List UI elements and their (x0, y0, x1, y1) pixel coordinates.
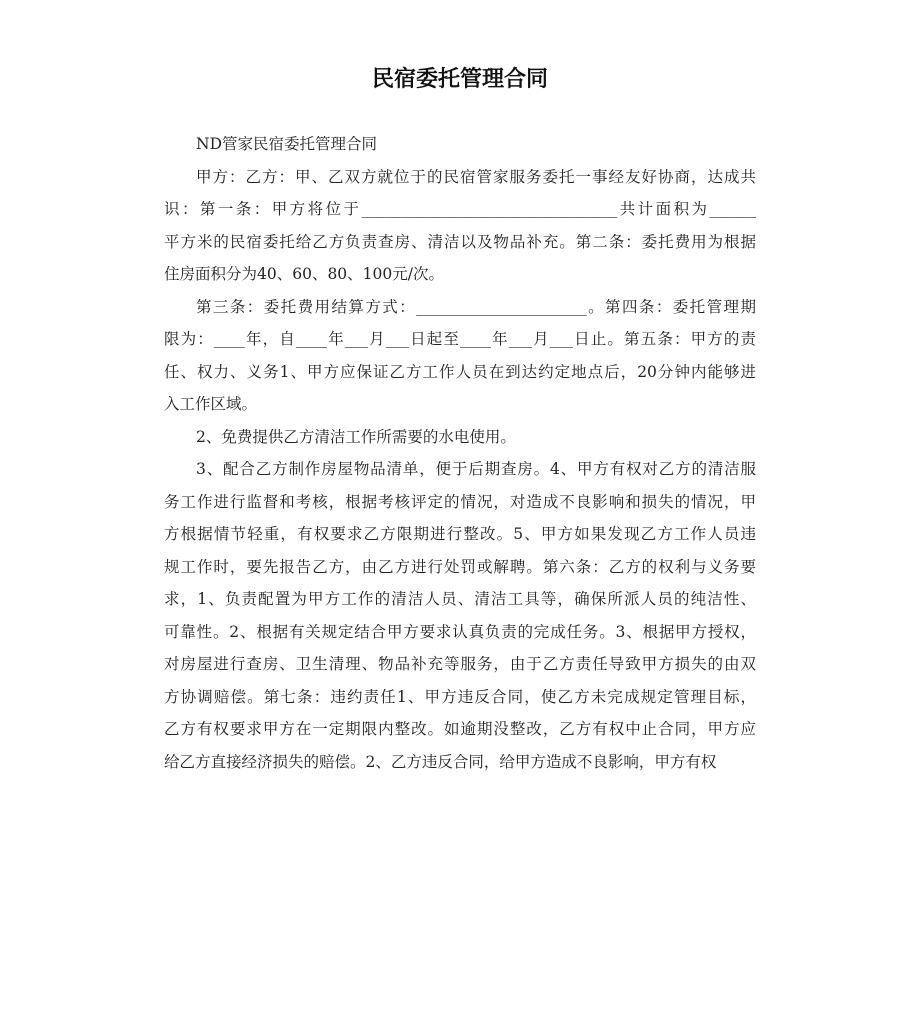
text-line: 乙方有权要求甲方在一定期限内整改。如逾期没整改，乙方有权中止合同，甲方应 (164, 720, 756, 738)
text-line: 2、免费提供乙方清洁工作所需要的水电使用。 (196, 427, 516, 446)
text-line: 任、权力、义务1、甲方应保证乙方工作人员在到达约定地点后，20分钟内能够进 (164, 362, 756, 381)
text-line: 识：第一条：甲方将位于_________________________________共计面积为______ (164, 200, 756, 218)
text-line: 给乙方直接经济损失的赔偿。2、乙方违反合同，给甲方造成不良影响，甲方有权 (164, 752, 717, 771)
document-body (164, 128, 756, 778)
text-line: 第三条：委托费用结算方式：______________________。第四条：委托管理期 (196, 297, 756, 316)
text-line: 入工作区域。 (164, 395, 258, 413)
text-line: 务工作进行监督和考核，根据考核评定的情况，对造成不良影响和损失的情况，甲 (164, 492, 756, 511)
text-line: 甲方：乙方：甲、乙双方就位于的民宿管家服务委托一事经友好协商，达成共 (196, 167, 756, 186)
paragraph-intro (164, 128, 756, 161)
text-line: 限为：____年，自____年___月___日起至____年___月___日止。第五条：甲方的责 (164, 330, 756, 348)
text-line: 对房屋进行查房、卫生清理、物品补充等服务，由于乙方责任导致甲方损失的由双 (164, 655, 756, 673)
text-line: 3、配合乙方制作房屋物品清单，便于后期查房。4、甲方有权对乙方的清洁服 (196, 460, 756, 478)
paragraph-clause-1-2 (164, 161, 756, 291)
paragraph-clause-3-5 (164, 291, 756, 421)
text-line: 方根据情节轻重，有权要求乙方限期进行整改。5、甲方如果发现乙方工作人员违 (164, 525, 756, 543)
text-line: 规工作时，要先报告乙方，由乙方进行处罚或解聘。第六条：乙方的权利与义务要 (164, 557, 756, 576)
text-line: 平方米的民宿委托给乙方负责查房、清洁以及物品补充。第二条：委托费用为根据 (164, 232, 756, 251)
text-line: 求，1、负责配置为甲方工作的清洁人员、清洁工具等，确保所派人员的纯洁性、 (164, 590, 756, 608)
text-line: 方协调赔偿。第七条：违约责任1、甲方违反合同，使乙方未完成规定管理目标， (164, 687, 756, 706)
text-line: 可靠性。2、根据有关规定结合甲方要求认真负责的完成任务。3、根据甲方授权， (164, 622, 756, 641)
paragraph-item-2 (164, 421, 756, 454)
text-line: 住房面积分为40、60、80、100元/次。 (164, 265, 444, 283)
paragraph-items-3-7 (164, 453, 756, 778)
document-title: 民宿委托管理合同 (371, 67, 548, 92)
text-line: ND管家民宿委托管理合同 (196, 135, 377, 153)
